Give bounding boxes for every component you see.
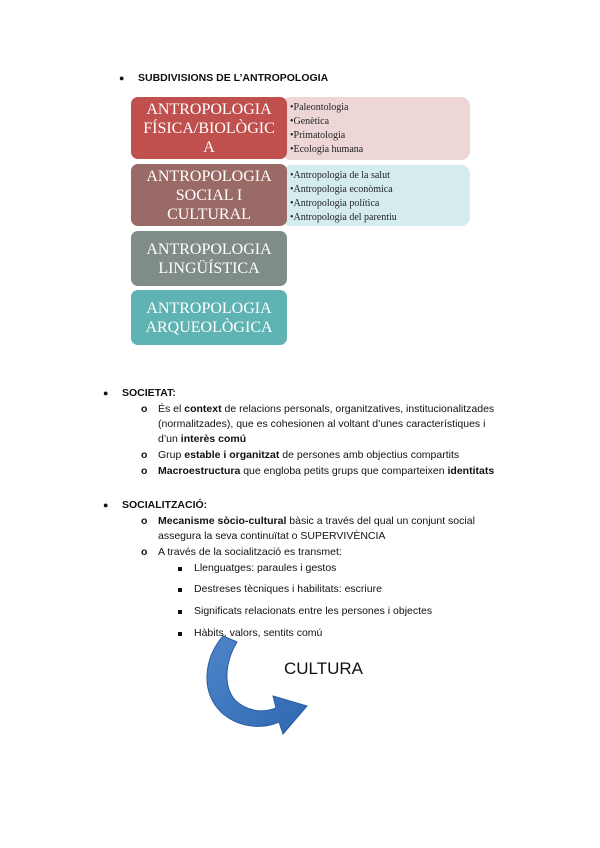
societat-heading: SOCIETAT: — [122, 387, 176, 399]
bullet-dot-icon: ● — [119, 73, 125, 83]
societat-item-1 — [158, 402, 528, 447]
socialitzacio-item-1 — [158, 514, 475, 544]
panel-fisica-item: •Primatologia — [290, 130, 346, 141]
box-line: SOCIAL I — [175, 186, 243, 204]
box-antropologia-linguistica — [131, 231, 287, 286]
text-run: de relacions personals, organitzatives, institucionalitzades — [221, 403, 495, 415]
box-line: CULTURAL — [167, 205, 251, 223]
text-bold: estable i organitzat — [184, 449, 280, 461]
square-bullet-icon — [178, 588, 182, 592]
bullet-circle-icon: o — [141, 403, 148, 415]
panel-social-item: •Antropologia econòmica — [290, 184, 393, 195]
cultura-label: CULTURA — [284, 659, 364, 678]
societat-item-3 — [158, 464, 494, 479]
panel-fisica-item: •Ecologia humana — [290, 144, 364, 155]
panel-social-item: •Antropologia política — [290, 198, 380, 209]
bullet-circle-icon: o — [141, 546, 148, 558]
subdivisions-heading: SUBDIVISIONS DE L’ANTROPOLOGIA — [138, 72, 329, 84]
text-bold: identitats — [447, 465, 495, 477]
curved-arrow-icon — [195, 630, 325, 740]
box-line: ANTROPOLOGIA — [146, 299, 272, 317]
box-line: FÍSICA/BIOLÒGIC — [143, 119, 275, 137]
subitem: Destreses tècniques i habilitats: escriure — [194, 583, 382, 595]
box-line: ANTROPOLOGIA — [146, 240, 272, 258]
societat-item-2 — [158, 448, 459, 463]
panel-fisica-item: •Paleontologia — [290, 102, 349, 113]
text-run: que engloba petits grups que comparteixen — [240, 465, 448, 477]
text-run: bàsic a través del qual un conjunt social — [286, 515, 475, 527]
socialitzacio-heading: SOCIALITZACIÓ: — [122, 499, 208, 511]
text-run: Grup — [158, 449, 185, 461]
text-run: d’un — [158, 433, 181, 445]
square-bullet-icon — [178, 632, 182, 636]
bullet-dot-icon: ● — [103, 500, 109, 510]
panel-social-item: •Antropologia del parentiu — [290, 212, 397, 223]
subitem: Hàbits, valors, sentits comú — [194, 627, 323, 639]
box-line: ANTROPOLOGIA — [146, 100, 272, 118]
box-line: A — [203, 138, 215, 156]
panel-fisica-item: •Genètica — [290, 116, 330, 127]
panel-fisica — [282, 97, 470, 160]
text-bold: Macroestructura — [158, 465, 241, 477]
text-bold: interès comú — [180, 433, 247, 445]
box-line: ANTROPOLOGIA — [146, 167, 272, 185]
bullet-circle-icon: o — [141, 515, 148, 527]
bullet-circle-icon: o — [141, 465, 148, 477]
text-run: de persones amb objectius compartits — [279, 449, 460, 461]
subitem: Llenguatges: paraules i gestos — [194, 562, 337, 574]
text-run: És el — [158, 403, 185, 415]
box-antropologia-fisica — [131, 97, 287, 159]
box-line: LINGÜÍSTICA — [158, 259, 260, 277]
text-run: (normalitzades), que es cohesionen al voltant d’unes característiques i — [158, 418, 486, 430]
text-bold: context — [184, 403, 222, 415]
text-bold: Mecanisme sòcio-cultural — [158, 515, 287, 527]
box-antropologia-arqueologica — [131, 290, 287, 345]
bullet-dot-icon: ● — [103, 388, 109, 398]
panel-social — [282, 165, 470, 226]
socialitzacio-item-2: A través de la socialització es transmet: — [158, 546, 342, 558]
bullet-circle-icon: o — [141, 449, 148, 461]
subitem: Significats relacionats entre les persones i objectes — [194, 605, 433, 617]
box-line: ARQUEOLÒGICA — [145, 318, 273, 336]
text-run: assegura la seva continuïtat o SUPERVIVÈNCIA — [158, 530, 386, 542]
square-bullet-icon — [178, 610, 182, 614]
square-bullet-icon — [178, 567, 182, 571]
panel-social-item: •Antropologia de la salut — [290, 170, 390, 181]
box-antropologia-social — [131, 164, 287, 226]
